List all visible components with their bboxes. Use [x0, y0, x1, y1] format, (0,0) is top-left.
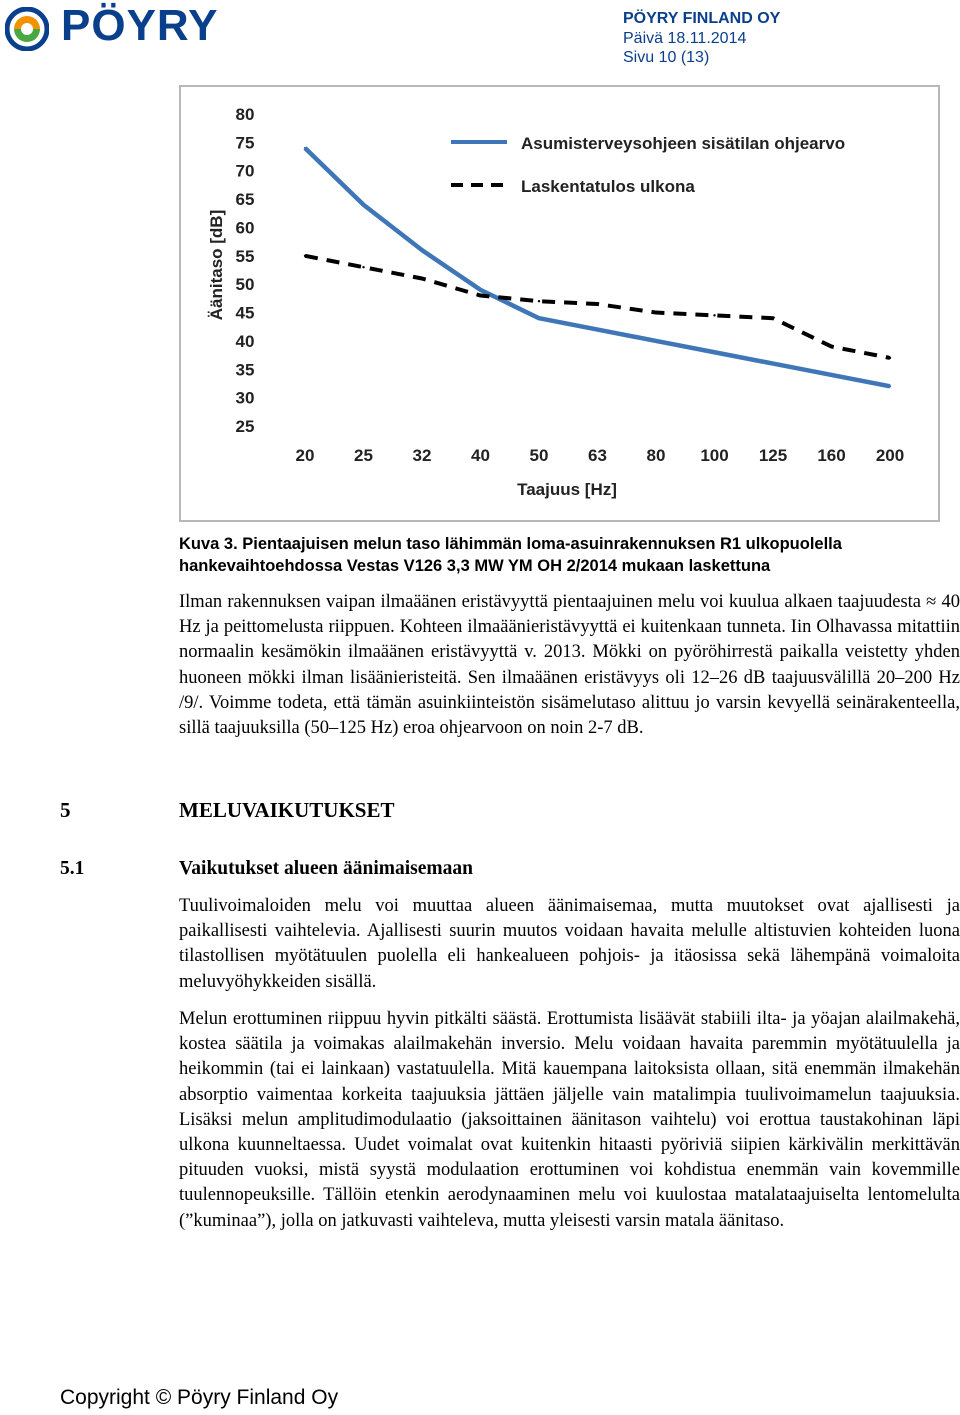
x-tick-label: 40	[471, 446, 490, 465]
subsection-title: Vaikutukset alueen äänimaisemaan	[179, 858, 473, 879]
x-tick-label: 100	[700, 446, 729, 465]
poyry-logo	[5, 1, 245, 53]
document-header	[623, 9, 780, 68]
y-tick-label: 75	[235, 133, 255, 153]
series-1-point	[538, 317, 540, 319]
series-2-point	[362, 266, 364, 268]
header-date: Päivä 18.11.2014	[623, 29, 747, 47]
y-axis-label: Äänitaso [dB]	[207, 209, 226, 321]
y-tick-label: 60	[235, 218, 255, 238]
subsection-heading	[60, 858, 473, 880]
series-2-point	[713, 314, 715, 316]
x-tick-label: 50	[529, 446, 549, 465]
paragraph-soundscape: Tuulivoimaloiden melu voi muuttaa alueen äänimaisemaa, mutta muutokset ovat ajallisesti ja paikallisesti vaihtelevia. Ajallisesti suurin muutos voidaan havaita melulle altistuvien kohteiden luona tilastollisen myötätuulen puolella eli hankealueen pohjois- ja itäosissa sekä lähempänä voimaloita meluvyöhykkeiden sisällä.	[179, 896, 960, 992]
series-2-point	[830, 345, 832, 347]
series-1-point	[479, 289, 481, 291]
series-2-point	[304, 255, 306, 257]
x-tick-label: 200	[875, 446, 905, 465]
legend-label-laskentatulos: Laskentatulos ulkona	[521, 177, 695, 196]
poyry-logo-wordmark: PÖYRY	[61, 1, 219, 50]
series-1-point	[889, 385, 891, 387]
x-tick-label: 63	[588, 446, 607, 465]
y-tick-label: 25	[235, 417, 255, 436]
x-tick-label: 160	[817, 446, 846, 465]
noise-level-chart	[179, 85, 940, 522]
header-company: PÖYRY FINLAND OY	[623, 10, 781, 27]
series-1-point	[830, 374, 832, 376]
series-1-point	[772, 362, 774, 364]
series-2-point	[655, 311, 657, 313]
series-1-point	[596, 328, 598, 330]
series-2-point	[421, 277, 423, 279]
poyry-logo-mark-icon	[5, 7, 49, 51]
section-title: MELUVAIKUTUKSET	[179, 798, 395, 822]
series-1-point	[655, 340, 657, 342]
header-page-number: Sivu 10 (13)	[623, 49, 710, 66]
figure-caption: Kuva 3. Pientaajuisen melun taso lähimmän loma-asuinrakennuksen R1 ulkopuolella hankevaihtoehdossa Vestas V126 3,3 MW YM OH 2/2014 mukaan laskettuna	[179, 535, 842, 575]
y-tick-label: 50	[235, 275, 255, 295]
series-2-point	[889, 357, 891, 359]
x-tick-label: 32	[412, 446, 432, 465]
y-tick-label: 30	[235, 388, 255, 408]
subsection-number: 5.1	[60, 858, 85, 879]
x-tick-label: 25	[354, 446, 373, 465]
series-1-point	[304, 147, 306, 149]
y-tick-label: 70	[235, 161, 255, 181]
figure-chart	[179, 85, 940, 522]
x-tick-label: 125	[758, 446, 788, 465]
series-1-point	[421, 249, 423, 251]
x-tick-label: 80	[646, 446, 666, 465]
section-heading	[60, 798, 395, 823]
x-axis-label: Taajuus [Hz]	[517, 480, 617, 499]
y-tick-label: 55	[235, 246, 255, 266]
y-tick-label: 65	[235, 190, 255, 210]
series-1-point	[362, 204, 364, 206]
y-tick-label: 40	[235, 331, 255, 351]
page-footer-copyright: Copyright © Pöyry Finland Oy	[60, 1386, 339, 1409]
x-tick-label: 20	[295, 446, 315, 465]
legend-label-ohjearvo: Asumisterveysohjeen sisätilan ohjearvo	[521, 134, 846, 153]
y-tick-label: 35	[235, 360, 255, 380]
series-2-point	[538, 300, 540, 302]
paragraph-insulation: Ilman rakennuksen vaipan ilmaäänen eristävyyttä pientaajuinen melu voi kuulua alkaen taajuudesta ≈ 40 Hz ja peittomelusta riippuen. Kohteen ilmaäänieristävyyttä ei kuitenkaan tunneta. Iin Olhavassa mitattiin normaalin kesämökin ilmaäänen eristävyyttä v. 2013. Mökki on pyöröhirrestä paikalla veistetty yhden huoneen mökki ilman lisäänieristeitä. Sen ilmaäänen eristävyys oli 12–26 dB taajuusvälillä 20–200 Hz /9/. Voimme todeta, että tämän asuinkiinteistön sisämelutaso alittuu jo varsin kevyellä seinärakenteella, sillä taajuuksilla (50–125 Hz) eroa ohjearvoon on noin 2-7 dB.	[179, 592, 960, 739]
section-number: 5	[60, 798, 71, 822]
paragraph-noise-perception: Melun erottuminen riippuu hyvin pitkälti säästä. Erottumista lisäävät stabiili ilta- ja yöajan alailmakehä, kostea säätila ja voimakas alailmakehän inversio. Melu voidaan havaita paremmin myötätuulella ja heikommin (tai ei lainkaan) vastatuulella. Mitä kauempana laitoksista ollaan, sitä enemmän ilmakehän absorptio vaimentaa korkeita taajuuksia jättäen jäljelle vain matalimpia tuulivoimamelun taajuuksia. Lisäksi melun amplitudimodulaatio (jaksoittainen äänitason vaihtelu) voi erottua taustakohinan läpi ulkona kuunneltaessa. Uudet voimalat ovat kuitenkin hitaasti pyöriviä siipien kärkivälin merkittävän pituuden vuoksi, mistä syystä modulaation erottuminen voi kohdistua enemmän vain kovemmille tuulennopeuksille. Tällöin etenkin aerodynaaminen melu voi kuulostaa matalataajuiselta lentomelulta (”kuminaa”), jolla on jatkuvasti vaihteleva, mutta yleisesti varsin matala äänitaso.	[179, 1009, 960, 1231]
series-2-point	[772, 317, 774, 319]
series-1-point	[713, 351, 715, 353]
series-2-point	[596, 303, 598, 305]
series-2-point	[479, 294, 481, 296]
y-tick-label: 80	[235, 105, 255, 124]
y-tick-label: 45	[235, 303, 255, 323]
